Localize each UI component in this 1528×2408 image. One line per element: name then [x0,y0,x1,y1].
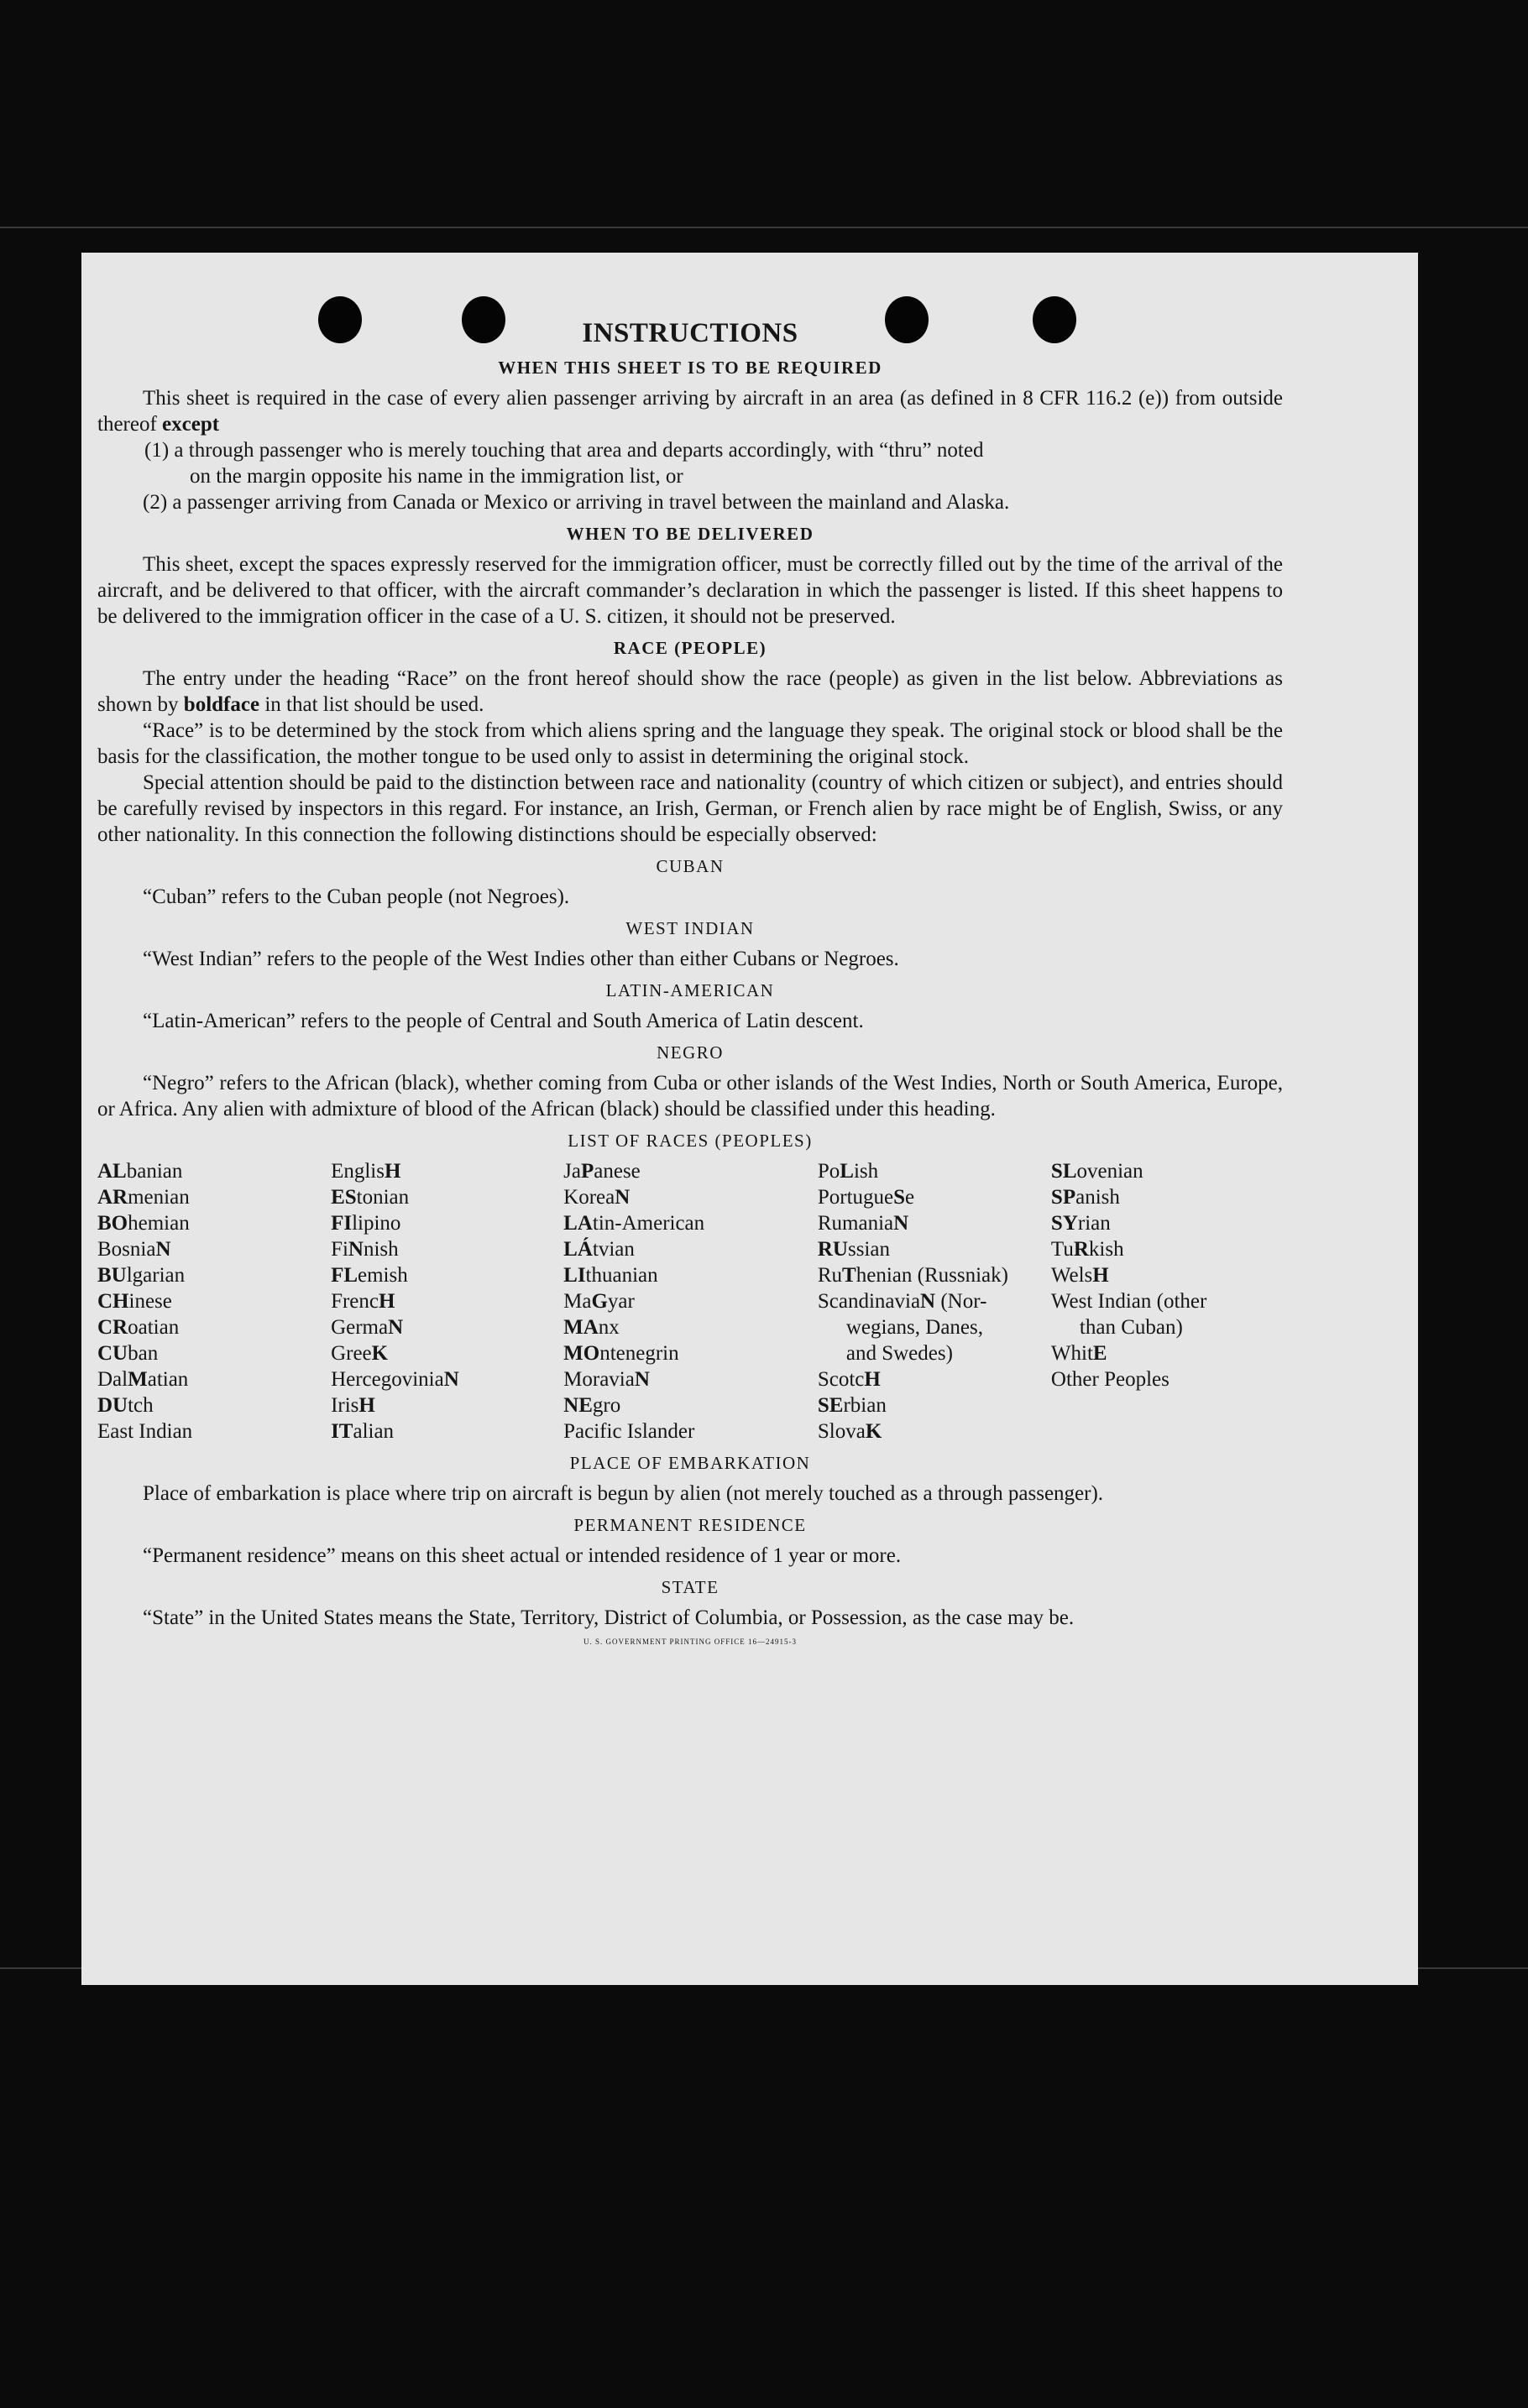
race-entry: DalMatian [97,1368,189,1391]
race-entry: SYrian [1050,1212,1111,1235]
race-column [563,1158,818,1444]
race-entry: EStonian [331,1186,410,1209]
race-entry: SErbian [817,1394,887,1417]
document-page [81,253,1418,1985]
race-entry: PoLish [817,1160,879,1183]
race-column [818,1158,1051,1444]
race-entry: GermaN [331,1316,404,1339]
race-entry: BosniaN [97,1238,171,1261]
race-entry: NEgro [563,1394,621,1417]
race-entry: KoreaN [563,1186,631,1209]
paragraph-race-3: Special attention should be paid to the distinction between race and nationality (country of which citizen or subject), and entries should be carefully revised by inspectors in this regard. For instance, an Irish, German, or French alien by race might be of English, Swiss, or any other nationality. In this connection the following distinctions should be especially observed: [97,771,1283,846]
race-entry: FrencH [331,1290,395,1313]
text: This sheet is required in the case of every alien passenger arriving by aircraft in an area (as defined in 8 CFR 116.2 (e)) from outside thereof [97,387,1283,436]
text: The entry under the heading “Race” on the front hereof should show the race (people) as given in the list below. Abbreviations as shown by [97,667,1283,716]
race-entry: SlovaK [817,1420,882,1443]
heading-state: STATE [661,1577,720,1597]
race-entry: RUssian [817,1238,890,1261]
race-entry: RuThenian (Russniak) [817,1264,1008,1287]
heading-embarkation: PLACE OF EMBARKATION [569,1453,811,1473]
race-entry: ITalian [331,1420,395,1443]
race-entry: CHinese [97,1290,172,1313]
paragraph-west-indian: “West Indian” refers to the people of the West Indies other than either Cubans or Negroes. [143,948,899,970]
race-entry: and Swedes) [845,1342,953,1365]
heading-cuban: CUBAN [656,856,725,876]
text: on the margin opposite his name in the immigration list, or [190,465,683,488]
bold-text: except [162,413,220,436]
race-entry: TuRkish [1050,1238,1124,1261]
race-column [331,1158,563,1444]
heading-list-of-races: LIST OF RACES (PEOPLES) [568,1131,813,1151]
race-entry: JaPanese [563,1160,641,1183]
text: (1) a through passenger who is merely touching that area and departs accordingly, with “thru” noted [144,439,984,462]
race-entry: FIlipino [331,1212,401,1235]
page-title: INSTRUCTIONS [582,318,798,348]
race-entry: LIthuanian [563,1264,658,1287]
paragraph-negro: “Negro” refers to the African (black), whether coming from Cuba or other islands of the West Indies, North or South America, Europe, or Africa. Any alien with admixture of blood of the African (black) should be classified under this heading. [97,1072,1283,1120]
heading-latin-american: LATIN-AMERICAN [605,980,775,1000]
race-entry: HercegoviniaN [331,1368,459,1391]
bold-text: boldface [183,693,260,716]
paragraph-state: “State” in the United States means the State, Territory, District of Columbia, or Possession, as the case may be. [143,1606,1075,1629]
race-entry: than Cuban) [1079,1316,1183,1339]
race-entry: Other Peoples [1050,1368,1170,1391]
list-item-1 [144,437,1283,489]
race-entry: LAtin-American [563,1212,705,1235]
race-entry: MOntenegrin [563,1342,679,1365]
race-entry: ALbanian [97,1160,183,1183]
paragraph-when-delivered: This sheet, except the spaces expressly reserved for the immigration officer, must be correctly filled out by the time of the arrival of the aircraft, and be delivered to that officer, with the aircraft commander’s declaration in which the passenger is listed. If this sheet happens to be delivered to the immigration officer in the case of a U. S. citizen, it should not be preserved. [97,553,1283,628]
race-entry: IrisH [331,1394,375,1417]
race-entry: FiNnish [331,1238,399,1261]
race-entry: West Indian (other [1050,1290,1207,1313]
paragraph-race-2: “Race” is to be determined by the stock from which aliens spring and the language they speak. The original stock or blood shall be the basis for the classification, the mother tongue to be used only to assist in determining the original stock. [97,719,1283,768]
race-entry: SPanish [1050,1186,1120,1209]
heading-west-indian: WEST INDIAN [625,918,755,938]
race-entry: ScotcH [817,1368,881,1391]
heading-permanent-residence: PERMANENT RESIDENCE [573,1515,807,1535]
race-entry: LÁtvian [563,1238,635,1261]
paragraph-when-required [97,385,1283,437]
race-entry: FLemish [331,1264,408,1287]
race-entry: DUtch [97,1394,154,1417]
race-column [1051,1158,1283,1444]
race-entry: MaGyar [563,1290,635,1313]
scan-edge-top [0,227,1528,228]
race-entry: WelsH [1050,1264,1109,1287]
race-entry: BUlgarian [97,1264,186,1287]
race-entry: CUban [97,1342,159,1365]
race-entry: ARmenian [97,1186,190,1209]
race-entry: MAnx [563,1316,620,1339]
race-entry: ScandinaviaN (Nor- [817,1290,987,1313]
paragraph-race-1 [97,666,1283,718]
paragraph-cuban: “Cuban” refers to the Cuban people (not Negroes). [143,885,570,908]
race-entry: CRoatian [97,1316,180,1339]
race-entry: EnglisH [331,1160,401,1183]
race-entry: East Indian [97,1420,193,1443]
text: in that list should be used. [264,693,484,716]
heading-negro: NEGRO [657,1042,724,1063]
race-entry: SLovenian [1050,1160,1143,1183]
race-column [97,1158,331,1444]
race-entry: WhitE [1050,1342,1107,1365]
heading-when-required: WHEN THIS SHEET IS TO BE REQUIRED [498,358,882,378]
heading-when-delivered: WHEN TO BE DELIVERED [566,524,814,544]
race-entry: RumaniaN [817,1212,909,1235]
paragraph-latin-american: “Latin-American” refers to the people of Central and South America of Latin descent. [143,1010,864,1032]
paragraph-permanent-residence: “Permanent residence” means on this sheet actual or intended residence of 1 year or more. [143,1544,902,1567]
printer-imprint: U. S. GOVERNMENT PRINTING OFFICE 16—24915-3 [583,1638,798,1646]
race-entry: MoraviaN [563,1368,650,1391]
race-entry: wegians, Danes, [845,1316,984,1339]
race-entry: Pacific Islander [563,1420,695,1443]
race-entry: GreeK [331,1342,389,1365]
race-entry: PortugueSe [817,1186,915,1209]
race-entry: BOhemian [97,1212,190,1235]
race-list [97,1158,1283,1444]
paragraph-embarkation: Place of embarkation is place where trip on aircraft is begun by alien (not merely touched as a through passenger). [143,1482,1104,1505]
document-content [97,318,1283,1646]
list-item-2: (2) a passenger arriving from Canada or Mexico or arriving in travel between the mainland and Alaska. [143,491,1010,514]
heading-race: RACE (PEOPLE) [613,638,767,658]
